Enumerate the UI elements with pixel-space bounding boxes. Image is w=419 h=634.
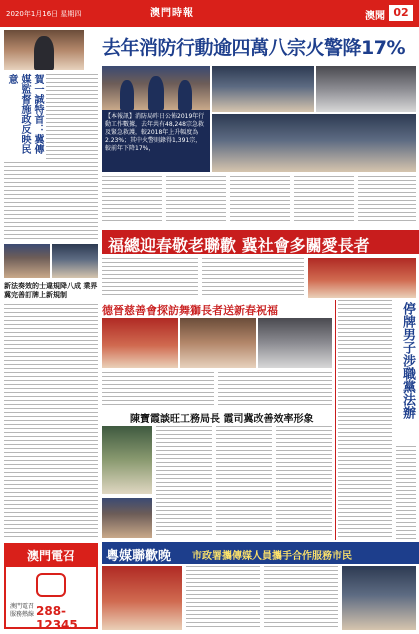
hotline-title: 澳門電召	[6, 545, 96, 567]
tourism-photo-2	[102, 498, 152, 538]
left-vertical-headline: 賀一誠特首：冀傳媒監督施政反映民意	[6, 74, 43, 154]
tourism-photo-1	[102, 426, 152, 494]
portrait-photo	[4, 30, 84, 70]
law-headline-text: 新法奏效的士違規降八成 業界冀完善訂牌上新規制	[4, 282, 98, 299]
tourism-text-2	[216, 426, 272, 538]
tourism-headline: 陳寶霞談旺工務局長 霞司冀改善效率形象	[130, 414, 314, 425]
tourism-text-1	[156, 426, 212, 538]
fire-text-1	[102, 176, 162, 224]
fire-text-3	[230, 176, 290, 224]
law-text	[4, 304, 98, 540]
civic-photo	[342, 566, 416, 630]
media-gala-photo	[102, 566, 182, 630]
charity-photo-3	[258, 318, 332, 368]
new-year-text-1	[102, 258, 198, 298]
header-date: 2020年1月16日 星期四	[6, 10, 82, 18]
charity-headline: 德晉慈善會探訪舞獅長者送新春祝福	[102, 304, 278, 317]
newspaper-logo: 澳門時報	[150, 8, 194, 19]
law-photo-2	[52, 244, 98, 278]
taxi-hotline-box	[4, 543, 98, 632]
charity-photo-1	[102, 318, 178, 368]
charity-photo-2	[180, 318, 256, 368]
right-vertical-headline: 停牌男子涉職黨法辦	[400, 302, 415, 419]
page-number: 02	[389, 5, 413, 21]
left-column-text	[46, 74, 98, 160]
charity-text-2	[218, 372, 332, 406]
left-column-text-2	[4, 162, 98, 240]
page-header	[0, 0, 419, 27]
fire-conference-photo	[102, 66, 210, 110]
fire-headline: 去年消防行動逾四萬八宗火警降17%	[102, 37, 405, 59]
fire-meeting-photo-2	[316, 66, 416, 112]
new-year-text-2	[202, 258, 304, 298]
new-year-headline: 福總迎春敬老聯歡 冀社會多關愛長者	[108, 236, 370, 255]
fire-caption: 【本報訊】消防局昨日公佈2019年行動工作數據，去年共有48,248宗急救及緊急救護，較2018年上升幅度為2.23%；其中火警則錄得1,391宗，較前年下降17%，	[102, 110, 210, 172]
fire-meeting-photo-3	[212, 114, 416, 172]
fire-text-5	[358, 176, 416, 224]
phone-icon	[36, 573, 66, 597]
right-text-1	[338, 300, 392, 540]
media-text-2	[264, 566, 338, 630]
fire-text-4	[294, 176, 354, 224]
section-label: 澳聞	[365, 11, 385, 22]
charity-text-1	[102, 372, 214, 406]
hotline-label: 澳門電召服務熱線	[10, 603, 35, 618]
hotline-number: 288-12345	[36, 604, 78, 632]
fire-text-2	[166, 176, 226, 224]
media-text-1	[186, 566, 260, 630]
right-divider	[335, 300, 336, 540]
law-photo-1	[4, 244, 50, 278]
bottom-band-right: 市政署攜傳媒人員攜手合作服務市民	[192, 551, 352, 562]
right-text-2	[396, 446, 416, 540]
bottom-band-left: 粵媒聯歡晚	[106, 549, 172, 564]
tourism-text-3	[276, 426, 332, 538]
law-headline	[4, 282, 98, 302]
new-year-photo	[308, 258, 416, 298]
fire-meeting-photo-1	[212, 66, 314, 112]
